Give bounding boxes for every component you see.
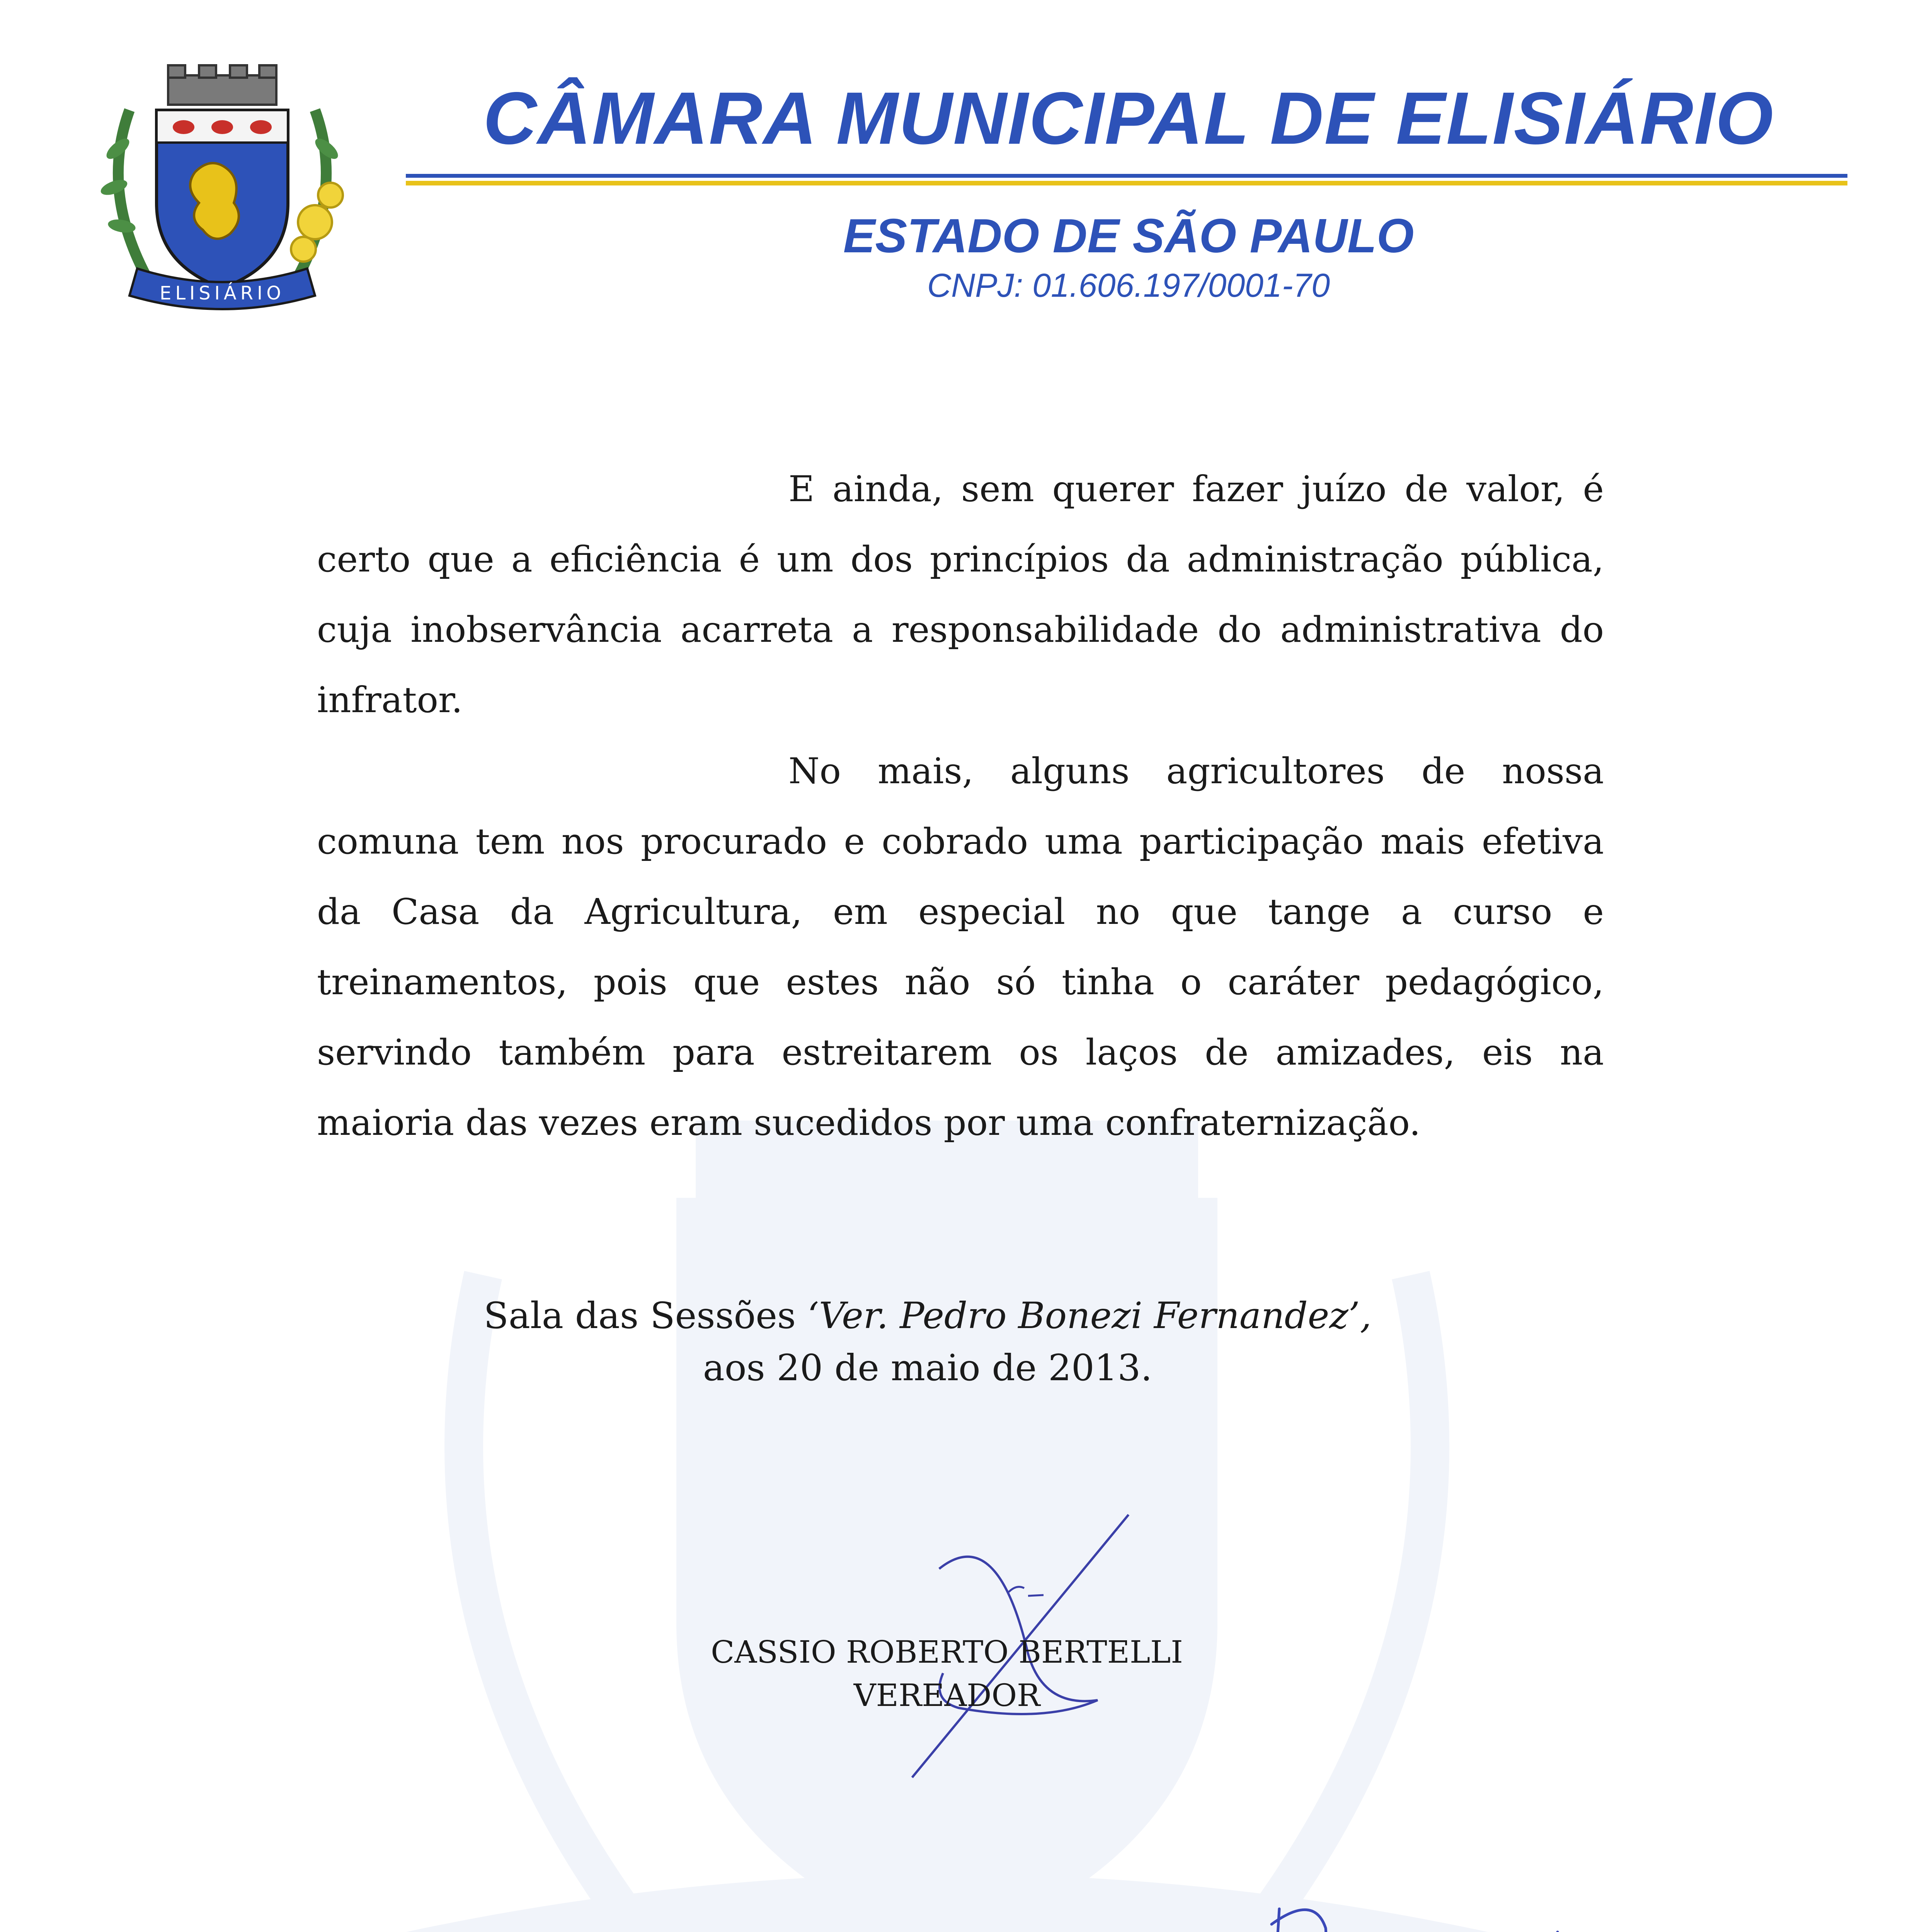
- body-paragraph-2: [317, 736, 1604, 1158]
- signer-role: VEREADOR: [853, 1677, 1040, 1713]
- municipal-crest-logo: [83, 64, 361, 319]
- handwritten-protocol-note: [1256, 1878, 1913, 1932]
- header-rule-blue: [406, 174, 1847, 178]
- header-rule-gold: [406, 181, 1847, 185]
- body-paragraph-1-text: E ainda, sem querer fazer juízo de valor, é certo que a eficiência é um dos princípios da administração pública, cuja inobservância acarreta a responsabilidade do administrativa do infrator.: [317, 468, 1604, 721]
- crest-banner-text: ELISIÁRIO: [160, 282, 285, 304]
- state-subtitle: ESTADO DE SÃO PAULO: [843, 209, 1414, 263]
- signer-name: CASSIO ROBERTO BERTELLI: [711, 1634, 1183, 1670]
- body-paragraph-1: [317, 454, 1604, 735]
- closing-room-name: ‘Ver. Pedro Bonezi Fernandez’,: [807, 1295, 1372, 1337]
- cnpj-number: CNPJ: 01.606.197/0001-70: [927, 267, 1330, 304]
- closing-session-room: [425, 1291, 1430, 1342]
- closing-date: aos 20 de maio de 2013.: [703, 1347, 1153, 1389]
- signature-block: [676, 1631, 1217, 1717]
- body-paragraph-2-text: No mais, alguns agricultores de nossa comuna tem nos procurado e cobrado uma participação mais efetiva da Casa da Agricultura, em especial no que tange a curso e treinamentos, pois que estes não só tinha o caráter pedagógico, servindo também para estreitarem os laços de amizades, eis na maioria das vezes eram sucedidos por uma confraternização.: [317, 750, 1604, 1143]
- closing-prefix: Sala das Sessões: [484, 1295, 796, 1337]
- crest-watermark: [329, 1043, 1565, 1932]
- council-title: CÂMARA MUNICIPAL DE ELISIÁRIO: [483, 77, 1774, 160]
